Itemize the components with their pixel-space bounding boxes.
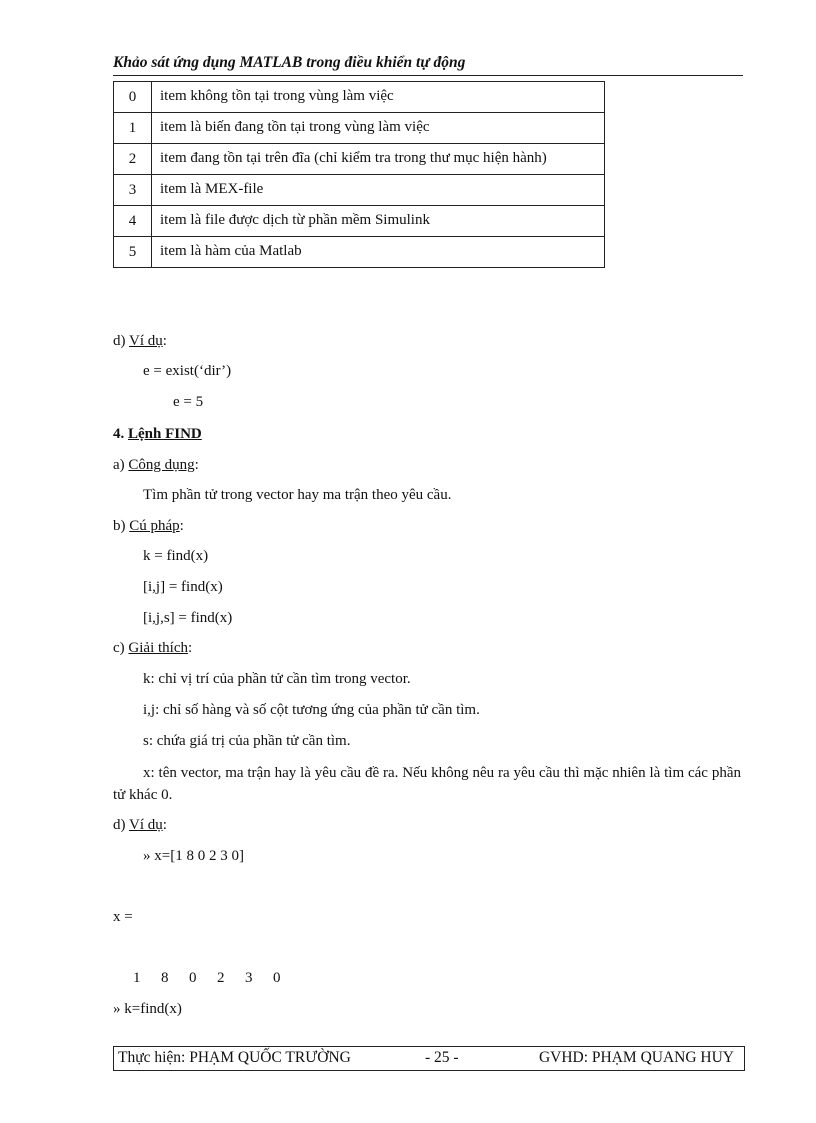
explain-s: s: chứa giá trị của phần tử cần tìm. bbox=[143, 733, 351, 749]
table-cell-code: 4 bbox=[114, 206, 152, 237]
table-cell-desc: item không tồn tại trong vùng làm việc bbox=[152, 82, 605, 113]
find-example-suffix: : bbox=[162, 817, 167, 833]
output-value: 0 bbox=[273, 970, 281, 986]
header-rule bbox=[113, 75, 743, 76]
table-cell-desc: item là biến đang tồn tại trong vùng làm việc bbox=[152, 113, 605, 144]
table-row bbox=[114, 175, 605, 206]
syntax-prefix: b) bbox=[113, 518, 130, 534]
output-value: 1 bbox=[133, 970, 141, 986]
explain-label: Giải thích bbox=[128, 640, 188, 656]
output-value: 3 bbox=[245, 970, 253, 986]
exist-example-prefix: d) bbox=[113, 333, 129, 349]
explain-heading bbox=[113, 638, 192, 658]
table-row bbox=[114, 206, 605, 237]
exist-return-values-table bbox=[113, 81, 605, 268]
table-cell-code: 0 bbox=[114, 82, 152, 113]
find-heading-number: 4. bbox=[113, 426, 128, 442]
syntax-label: Cú pháp bbox=[129, 518, 180, 534]
find-example-label: Ví dụ bbox=[128, 817, 163, 833]
table-cell-code: 3 bbox=[114, 175, 152, 206]
table-row bbox=[114, 113, 605, 144]
usage-label: Công dụng bbox=[128, 457, 195, 473]
explain-ij: i,j: chỉ số hàng và số cột tương ứng của phần tử cần tìm. bbox=[143, 702, 480, 718]
exist-example-suffix: : bbox=[162, 333, 167, 349]
usage-heading bbox=[113, 455, 199, 475]
usage-suffix: : bbox=[194, 457, 199, 473]
syntax-heading bbox=[113, 516, 184, 536]
table-cell-desc: item đang tồn tại trên đĩa (chỉ kiểm tra trong thư mục hiện hành) bbox=[152, 144, 605, 175]
output-value: 0 bbox=[189, 970, 197, 986]
find-example-cmd2: » k=find(x) bbox=[113, 1001, 182, 1017]
syntax-line: k = find(x) bbox=[143, 548, 209, 564]
find-example-heading bbox=[113, 815, 167, 835]
output-value: 8 bbox=[161, 970, 169, 986]
exist-example-code: e = exist(‘dir’) bbox=[143, 363, 232, 379]
usage-text: Tìm phần tử trong vector hay ma trận theo yêu cầu. bbox=[143, 487, 452, 503]
table-cell-code: 2 bbox=[114, 144, 152, 175]
find-example-cmd1: » x=[1 8 0 2 3 0] bbox=[143, 848, 244, 864]
page-header-title: Khảo sát ứng dụng MATLAB trong điều khiển tự động bbox=[113, 54, 466, 71]
explain-x: x: tên vector, ma trận hay là yêu cầu đề ra. Nếu không nêu ra yêu cầu thì mặc nhiên là tìm các phần tử khác 0. bbox=[113, 765, 741, 803]
table-row bbox=[114, 144, 605, 175]
find-example-prefix: d) bbox=[113, 817, 129, 833]
table-cell-code: 1 bbox=[114, 113, 152, 144]
find-example-output-label: x = bbox=[113, 909, 133, 925]
syntax-suffix: : bbox=[179, 518, 184, 534]
table-row bbox=[114, 237, 605, 268]
table-cell-desc: item là file được dịch từ phần mềm Simulink bbox=[152, 206, 605, 237]
explain-k: k: chỉ vị trí của phần tử cần tìm trong vector. bbox=[143, 671, 411, 687]
explain-prefix: c) bbox=[113, 640, 129, 656]
find-section-heading bbox=[113, 424, 202, 444]
usage-prefix: a) bbox=[113, 457, 129, 473]
syntax-line: [i,j] = find(x) bbox=[143, 579, 223, 595]
footer-author: Thực hiện: PHẠM QUỐC TRƯỜNG bbox=[118, 1049, 351, 1066]
exist-example-label: Ví dụ bbox=[128, 333, 163, 349]
exist-example-heading bbox=[113, 331, 167, 351]
find-heading-title: Lệnh FIND bbox=[128, 426, 202, 442]
page-footer bbox=[113, 1046, 745, 1071]
footer-advisor: GVHD: PHẠM QUANG HUY bbox=[538, 1049, 734, 1066]
footer-page-number: - 25 - bbox=[425, 1049, 459, 1066]
output-value: 2 bbox=[217, 970, 225, 986]
table-cell-desc: item là MEX-file bbox=[152, 175, 605, 206]
syntax-line: [i,j,s] = find(x) bbox=[143, 610, 233, 626]
table-row bbox=[114, 82, 605, 113]
explain-suffix: : bbox=[187, 640, 193, 656]
table-cell-code: 5 bbox=[114, 237, 152, 268]
table-cell-desc: item là hàm của Matlab bbox=[152, 237, 605, 268]
exist-example-result: e = 5 bbox=[173, 394, 204, 410]
